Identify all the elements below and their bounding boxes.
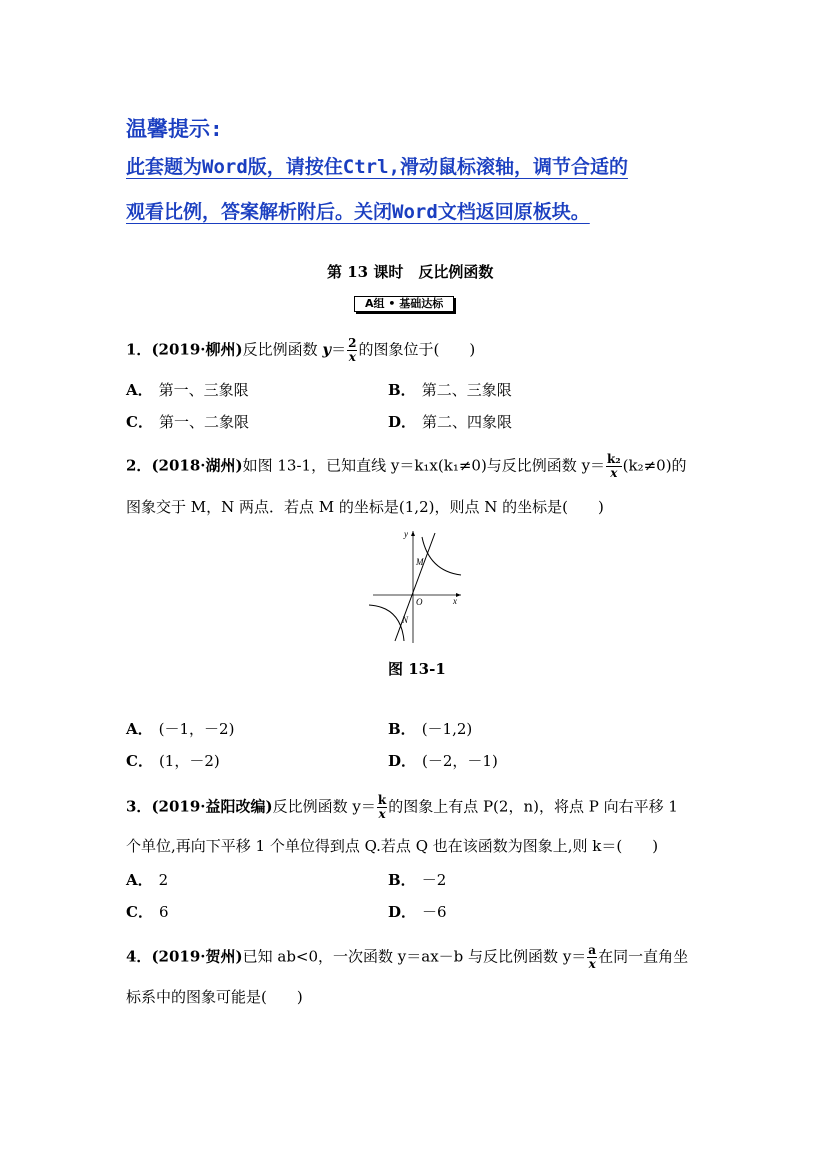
question-text: 反比例函数 y＝ [272, 797, 376, 816]
question-number: 2． [126, 456, 152, 475]
line-y-k1x [395, 533, 435, 641]
label-n: N [402, 615, 409, 625]
option-text: 第一、三象限 [158, 381, 249, 399]
option-b[interactable] [388, 380, 512, 400]
option-label: D． [388, 413, 417, 431]
question-text: 反比例函数 [242, 340, 323, 359]
fraction-numerator: 2 [348, 336, 357, 350]
option-text: (1，－2) [158, 752, 220, 770]
fraction-numerator: a [588, 943, 597, 957]
option-a[interactable] [126, 870, 168, 890]
fraction-denominator: x [610, 466, 618, 480]
option-text: 第二、三象限 [421, 381, 512, 399]
option-text: －2 [421, 871, 447, 889]
label-y: y [404, 529, 408, 539]
option-c[interactable] [126, 412, 249, 432]
fraction [347, 337, 357, 364]
question-4 [126, 944, 688, 971]
option-label: B． [388, 871, 416, 889]
question-4-line-2: 标系中的图象可能是( ) [126, 988, 303, 1006]
question-3-line-2: 个单位,再向下平移 1 个单位得到点 Q.若点 Q 也在该函数为图象上,则 k＝( ) [126, 837, 659, 855]
question-text-after: 在同一直角坐 [598, 947, 689, 966]
question-source: (2019·贺州) [151, 947, 243, 966]
option-label: B． [388, 720, 416, 738]
fraction-numerator: k [377, 793, 387, 807]
option-label: A． [126, 871, 153, 889]
option-text: －6 [422, 903, 447, 921]
option-text: 第二、四象限 [422, 413, 513, 431]
option-label: C． [126, 903, 153, 921]
fraction [587, 944, 597, 971]
label-x: x [453, 596, 457, 606]
option-c[interactable] [126, 902, 169, 922]
option-label: C． [126, 413, 153, 431]
label-origin: O [416, 597, 423, 607]
question-source: (2018·湖州) [151, 456, 243, 475]
option-d[interactable] [388, 751, 498, 771]
func-variable: y [322, 340, 332, 359]
group-badge: A组 • 基础达标 [354, 296, 454, 312]
option-text: (－1，－2) [158, 720, 235, 738]
option-text: (－2，－1) [422, 752, 498, 770]
option-c[interactable] [126, 751, 220, 771]
option-text: 6 [158, 903, 169, 921]
fraction-denominator: x [588, 957, 596, 971]
option-label: A． [126, 381, 153, 399]
hyperbola-branch-1 [422, 537, 461, 575]
tip-heading: 温馨提示: [126, 117, 223, 141]
figure-13-1 [365, 525, 465, 645]
question-source: (2019·益阳改编) [151, 797, 273, 816]
label-m: M [416, 557, 424, 567]
fraction [606, 453, 622, 480]
option-label: C． [126, 752, 153, 770]
figure-caption: 图 13-1 [388, 660, 446, 678]
fraction-denominator: x [378, 807, 386, 821]
option-b[interactable] [388, 870, 446, 890]
y-axis-arrow [411, 531, 415, 536]
hyperbola-branch-2 [369, 605, 404, 641]
fraction [377, 794, 387, 821]
question-3 [126, 794, 678, 821]
option-label: D． [388, 752, 417, 770]
option-a[interactable] [126, 719, 234, 739]
option-text: 第一、二象限 [158, 413, 249, 431]
question-1 [126, 337, 475, 364]
question-number: 1． [126, 340, 152, 359]
fraction-numerator: k₂ [607, 452, 621, 466]
option-a[interactable] [126, 380, 249, 400]
question-text-after: (k₂≠0)的 [622, 456, 687, 475]
option-label: A． [126, 720, 153, 738]
question-2-line-2: 图象交于 M，N 两点．若点 M 的坐标是(1,2)，则点 N 的坐标是( ) [126, 498, 604, 516]
option-d[interactable] [388, 902, 447, 922]
question-number: 3． [126, 797, 152, 816]
question-text: 已知 ab<0，一次函数 y＝ax－b 与反比例函数 y＝ [242, 947, 587, 966]
question-text-after: 的图象上有点 P(2，n)，将点 P 向右平移 1 [388, 797, 678, 816]
question-source: (2019·柳州) [151, 340, 243, 359]
tip-line-1: 此套题为Word版，请按住Ctrl,滑动鼠标滚轴，调节合适的 [126, 156, 628, 178]
equals-sign: ＝ [331, 340, 347, 359]
fraction-denominator: x [348, 350, 356, 364]
option-label: D． [388, 903, 417, 921]
question-2 [126, 453, 687, 480]
option-text: (－1,2) [421, 720, 473, 738]
option-b[interactable] [388, 719, 472, 739]
lesson-title: 第 13 课时 反比例函数 [327, 263, 494, 281]
tip-line-2: 观看比例，答案解析附后。关闭Word文档返回原板块。 [126, 201, 590, 223]
option-label: B． [388, 381, 416, 399]
option-text: 2 [158, 871, 169, 889]
option-d[interactable] [388, 412, 512, 432]
question-text: 如图 13-1，已知直线 y＝k₁x(k₁≠0)与反比例函数 y＝ [242, 456, 606, 475]
question-text-after: 的图象位于( ) [358, 340, 476, 359]
question-number: 4． [126, 947, 152, 966]
